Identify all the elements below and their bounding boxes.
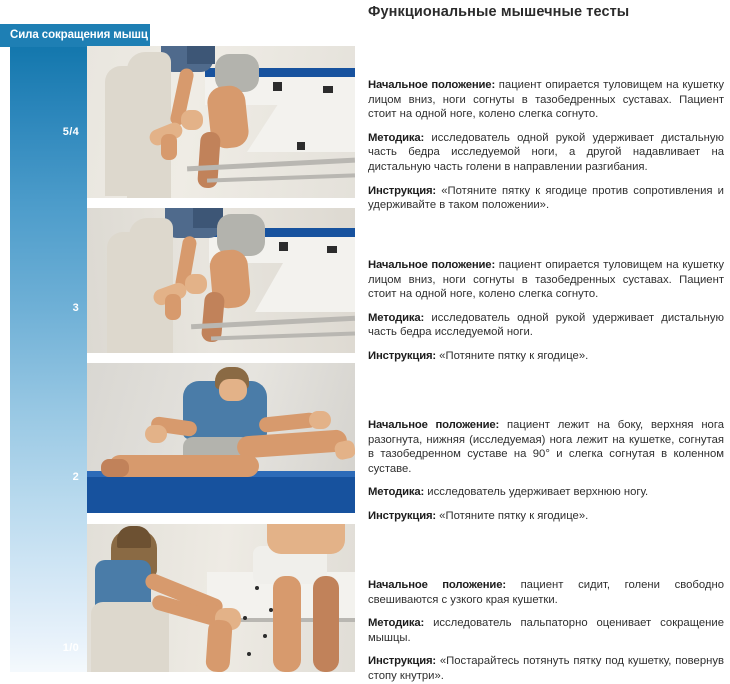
test-photo-grade-1-0 xyxy=(87,524,355,672)
paragraph-lead: Инструкция: xyxy=(368,655,437,668)
photo-scene xyxy=(87,524,355,672)
paragraph-text: пациент опирается туловищем на кушетку лицом вниз, ноги согнуты в тазобедренных суставах. Пациент стоит на одной ноге, колено слегка согнуто. xyxy=(368,79,724,121)
paragraph-instruction xyxy=(368,349,724,364)
paragraph-text: пациент опирается туловищем на кушетку лицом вниз, ноги согнуты в тазобедренных суставах. Пациент стоит на одной ноге, колено слегка согнуто. xyxy=(368,259,724,301)
paragraph-text: пациент сидит, голени свободно свешиваются с узкого края кушетки. xyxy=(368,579,724,606)
scale-mark-2: 2 xyxy=(72,471,79,483)
paragraph-text: «Потяните пятку к ягодице». xyxy=(436,509,589,522)
page-title: Функциональные мышечные тесты xyxy=(368,4,630,20)
paragraph-initial-position xyxy=(368,418,724,476)
paragraph-method xyxy=(368,485,724,500)
paragraph-lead: Методика: xyxy=(368,617,425,630)
test-description-grade-2 xyxy=(368,418,724,524)
scale-caption-tab: Сила сокращения мышц xyxy=(0,24,150,47)
paragraph-method xyxy=(368,616,724,645)
paragraph-text: исследователь пальпаторно оценивает сокращение мышцы. xyxy=(368,617,724,644)
photo-scene xyxy=(87,46,355,198)
paragraph-text: «Постарайтесь потянуть пятку под кушетку, повернув стопу кнутри». xyxy=(368,655,724,682)
paragraph-lead: Инструкция: xyxy=(368,349,437,362)
scale-mark-1-0: 1/0 xyxy=(62,642,79,654)
paragraph-instruction xyxy=(368,654,724,683)
paragraph-text: «Потяните пятку к ягодице против сопротивления и удерживайте в таком положении». xyxy=(368,184,724,212)
photo-scene xyxy=(87,363,355,513)
paragraph-lead: Методика: xyxy=(368,486,425,499)
paragraph-initial-position xyxy=(368,578,724,607)
test-photo-grade-3 xyxy=(87,208,355,353)
paragraph-lead: Инструкция: xyxy=(368,184,437,197)
muscle-strength-scale xyxy=(10,46,87,672)
paragraph-text: исследователь одной рукой удерживает дистальную часть бедра исследуемой ноги. xyxy=(368,311,724,339)
paragraph-text: исследователь одной рукой удерживает дистальную часть бедра исследуемой ноги, а другой надавливает на дистальную часть голени в направлении разгибания. xyxy=(368,131,724,173)
test-description-grade-3 xyxy=(368,258,724,364)
paragraph-method xyxy=(368,131,724,175)
test-photo-grade-2 xyxy=(87,363,355,513)
paragraph-instruction xyxy=(368,184,724,213)
scale-mark-5-4: 5/4 xyxy=(62,126,79,138)
photo-scene xyxy=(87,208,355,353)
scale-mark-3: 3 xyxy=(72,302,79,314)
paragraph-lead: Начальное положение: xyxy=(368,259,496,271)
test-description-grade-5-4 xyxy=(368,78,724,213)
paragraph-lead: Начальное положение: xyxy=(368,79,496,91)
paragraph-text: исследователь удерживает верхнюю ногу. xyxy=(424,486,649,499)
test-description-grade-1-0 xyxy=(368,578,724,684)
paragraph-lead: Методика: xyxy=(368,311,425,324)
paragraph-method xyxy=(368,311,724,340)
paragraph-initial-position xyxy=(368,78,724,122)
paragraph-initial-position xyxy=(368,258,724,302)
paragraph-lead: Начальное положение: xyxy=(368,419,500,431)
test-photo-grade-5-4 xyxy=(87,46,355,198)
paragraph-text: пациент лежит на боку, верхняя нога разогнута, нижняя (исследуемая) нога лежит на кушетке, согнутая в тазобедренном суставе на 90° и слегка согнутая в коленном суставе. xyxy=(368,419,724,475)
paragraph-text: «Потяните пятку к ягодице». xyxy=(436,349,589,362)
paragraph-lead: Методика: xyxy=(368,131,425,144)
paragraph-lead: Начальное положение: xyxy=(368,579,506,591)
paragraph-instruction xyxy=(368,509,724,524)
paragraph-lead: Инструкция: xyxy=(368,509,437,522)
